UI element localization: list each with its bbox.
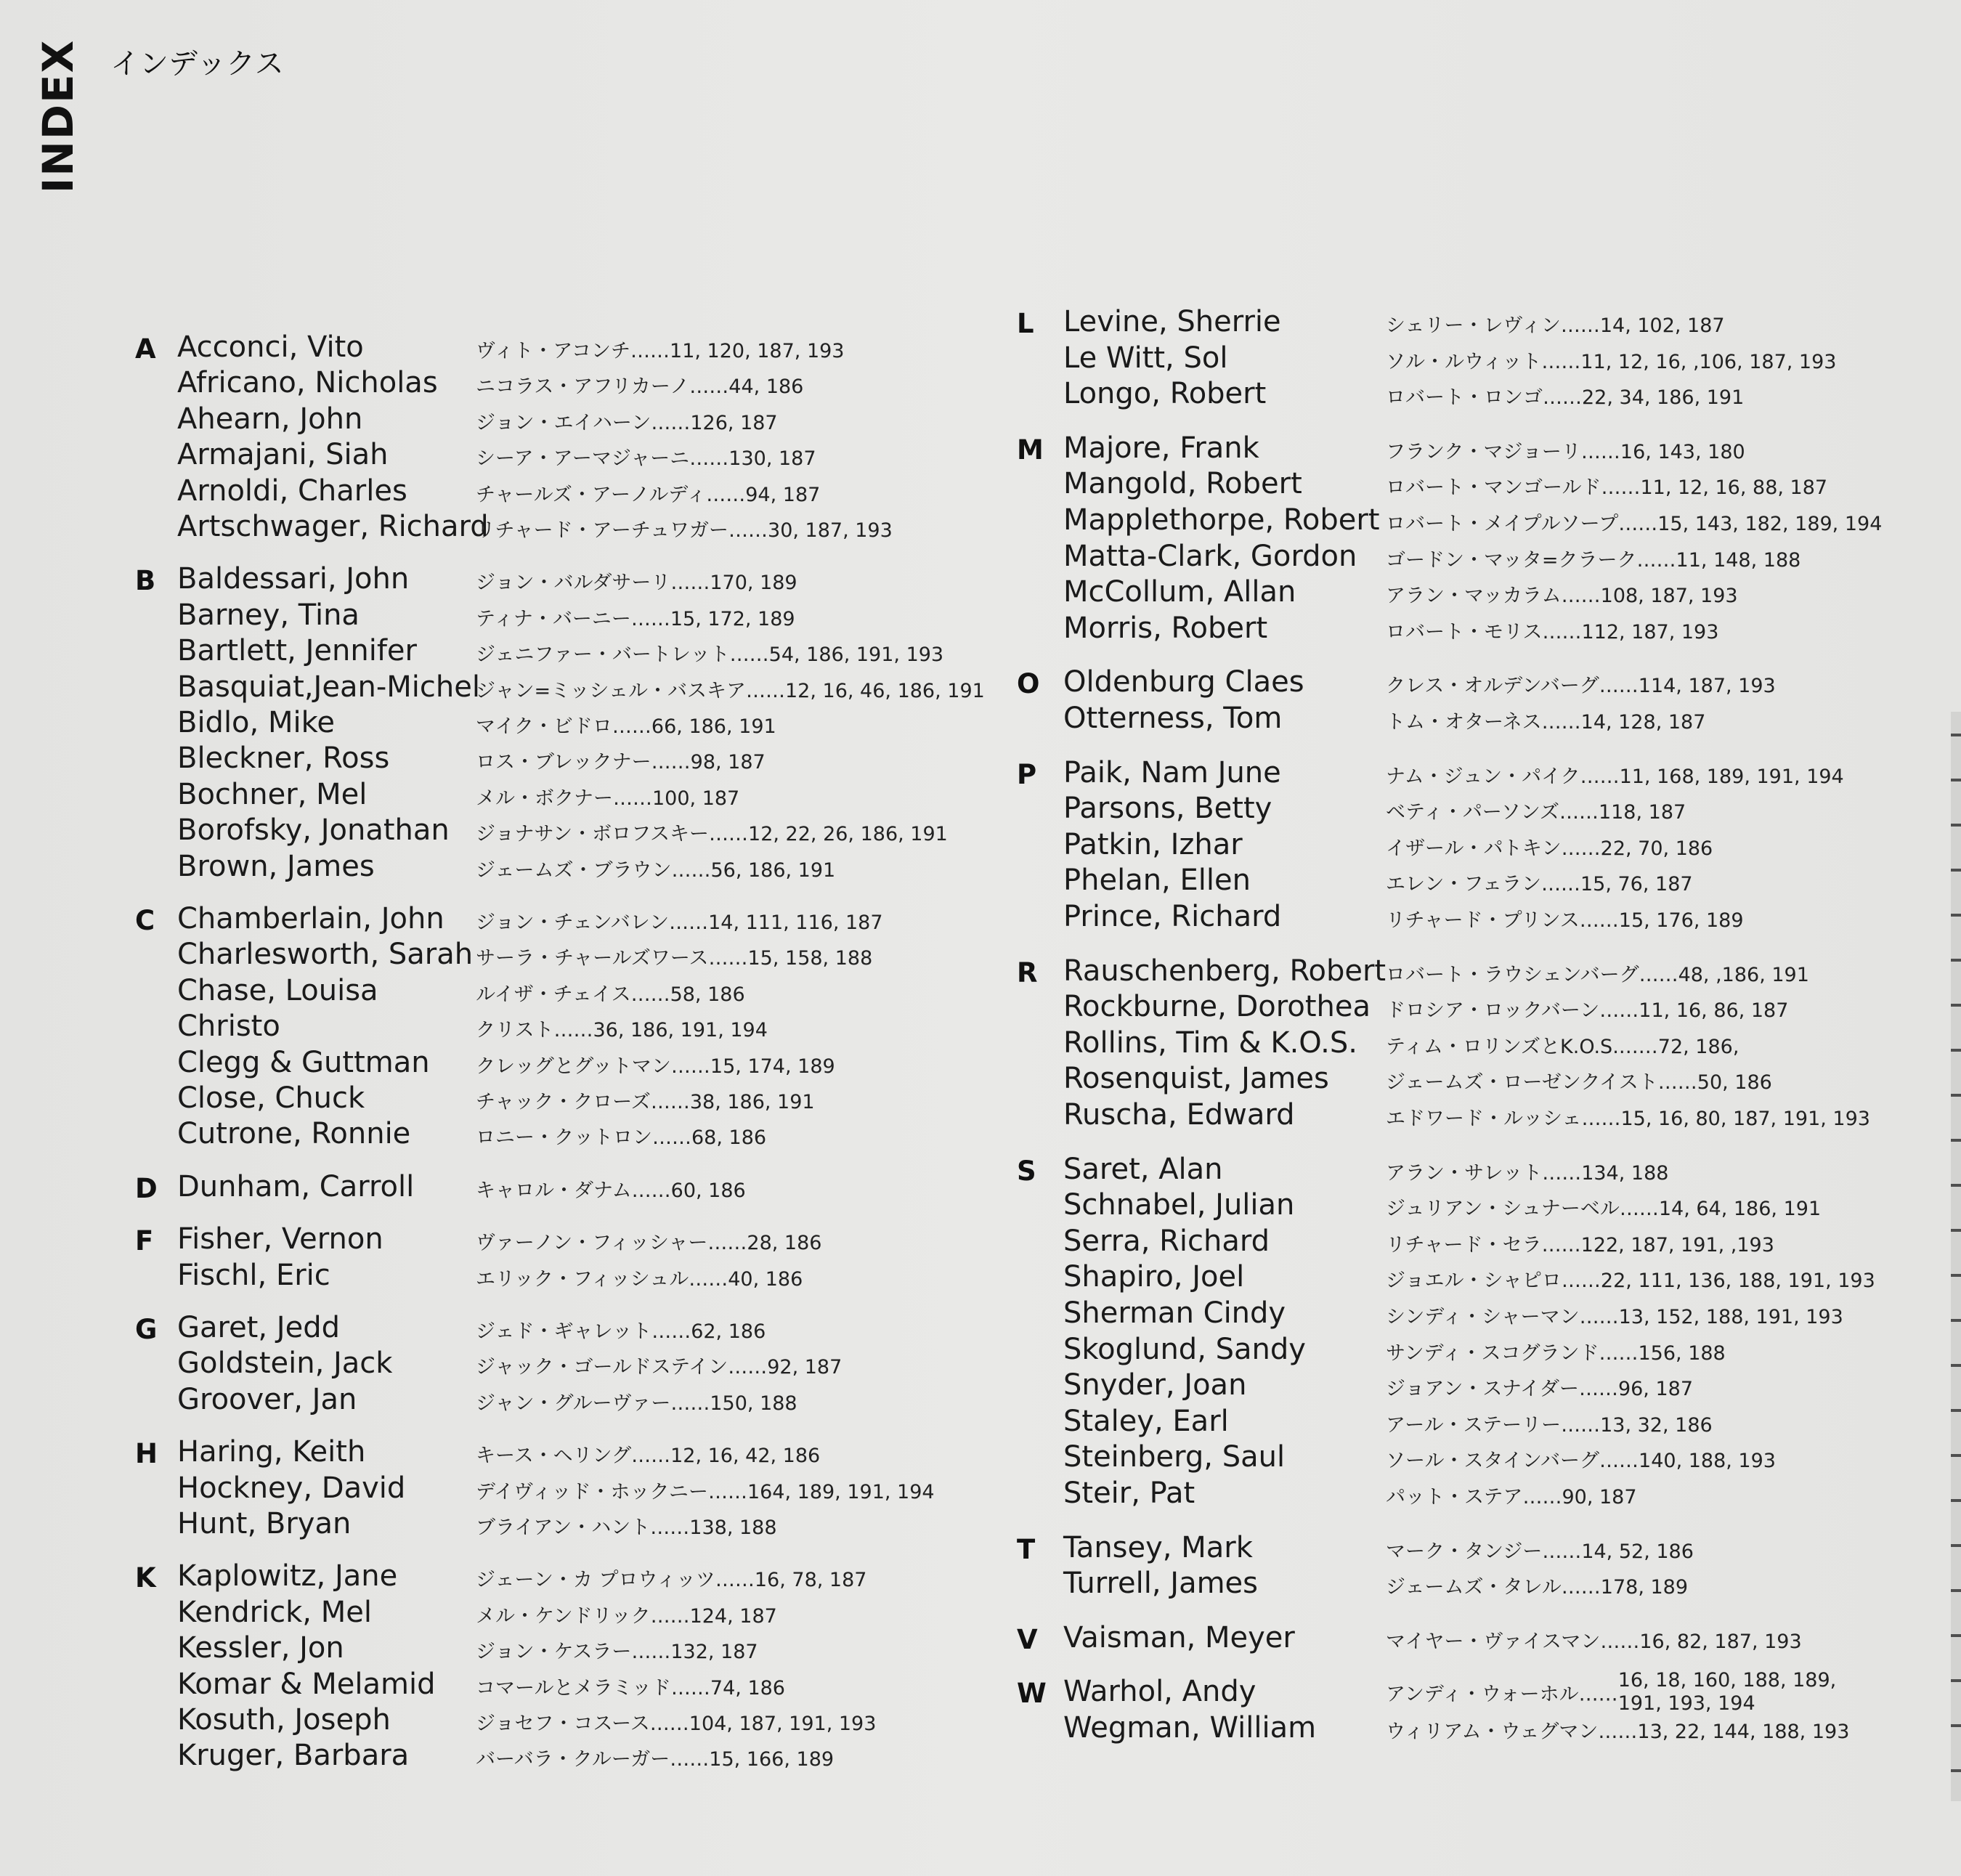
index-entry-pages: メル・ボクナー……100, 187 — [476, 787, 740, 810]
index-letter-k: K — [135, 1562, 156, 1594]
index-letter-v: V — [1017, 1623, 1038, 1655]
index-entry-name: Garet, Jedd — [177, 1311, 340, 1344]
index-entry-pages: マイヤー・ヴァイスマン……16, 82, 187, 193 — [1386, 1630, 1802, 1653]
index-entry-pages: リチャード・プリンス……15, 176, 189 — [1386, 909, 1744, 932]
index-entry-pages: ソル・ルウィット……11, 12, 16, ,106, 187, 193 — [1386, 350, 1837, 373]
index-entry-pages: ジョン・エイハーン……126, 187 — [476, 411, 778, 434]
index-entry-pages: ドロシア・ロックバーン……11, 16, 86, 187 — [1386, 999, 1789, 1023]
index-letter-h: H — [135, 1438, 158, 1470]
index-entry-pages: メル・ケンドリック……124, 187 — [476, 1604, 777, 1628]
index-entry-pages: クレス・オルデンバーグ……114, 187, 193 — [1386, 675, 1776, 698]
index-entry-pages — [1386, 1669, 1836, 1715]
index-entry-name: Matta-Clark, Gordon — [1063, 539, 1357, 573]
index-entry-pages: ジェームズ・ブラウン……56, 186, 191 — [476, 858, 836, 882]
index-entry-name: Tansey, Mark — [1063, 1530, 1253, 1564]
index-entry-name: Africano, Nicholas — [177, 366, 438, 400]
index-entry-pages: エリック・フィッシュル……40, 186 — [476, 1267, 803, 1291]
index-entry-name: Bartlett, Jennifer — [177, 634, 417, 668]
index-entry-name: Parsons, Betty — [1063, 792, 1272, 826]
index-entry-name: McCollum, Allan — [1063, 575, 1296, 609]
index-entry-name: Arnoldi, Charles — [177, 474, 407, 508]
index-entry-name: Christo — [177, 1010, 280, 1044]
index-entry-pages: ジョン・バルダサーリ……170, 189 — [476, 572, 797, 595]
index-entry-pages: ジュリアン・シュナーベル……14, 64, 186, 191 — [1386, 1198, 1822, 1221]
index-entry-name: Vaisman, Meyer — [1063, 1620, 1295, 1654]
index-letter-c: C — [135, 905, 155, 936]
index-vertical-heading — [29, 38, 87, 194]
index-entry-pages: キャロル・ダナム……60, 186 — [476, 1179, 746, 1202]
index-entry-name: Baldessari, John — [177, 562, 410, 596]
index-entry-pages: キース・ヘリング……12, 16, 42, 186 — [476, 1445, 821, 1468]
index-entry-pages: ブライアン・ハント……138, 188 — [476, 1516, 777, 1539]
index-entry-pages: イザール・パトキン……22, 70, 186 — [1386, 837, 1713, 860]
index-entry-name: Bleckner, Ross — [177, 742, 390, 776]
index-entry-pages: パット・ステア……90, 187 — [1386, 1486, 1637, 1508]
index-entry-name: Snyder, Joan — [1063, 1368, 1247, 1402]
index-entry-name: Chase, Louisa — [177, 973, 378, 1007]
index-entry-pages: ジョン・ケスラー……132, 187 — [476, 1641, 758, 1664]
index-entry-name: Oldenburg Claes — [1063, 665, 1304, 699]
index-entry-name: Hockney, David — [177, 1471, 406, 1505]
index-entry-name: Basquiat,Jean-Michel — [177, 670, 480, 704]
index-entry-pages: ロバート・ロンゴ……22, 34, 186, 191 — [1386, 386, 1745, 410]
index-entry-name: Fisher, Vernon — [177, 1222, 383, 1256]
index-entry-pages: チャック・クローズ……38, 186, 191 — [476, 1091, 815, 1113]
index-entry-pages: ロニー・クットロン……68, 186 — [476, 1126, 767, 1150]
index-entry-pages: ロバート・マンゴールド……11, 12, 16, 88, 187 — [1386, 476, 1828, 500]
index-entry-name: Mangold, Robert — [1063, 467, 1302, 501]
index-entry-pages: ジョエル・シャピロ……22, 111, 136, 188, 191, 193 — [1386, 1270, 1875, 1293]
index-entry-pages: シーア・アーマジャーニ……130, 187 — [476, 447, 816, 471]
index-entry-pages: ベティ・パーソンズ……118, 187 — [1386, 801, 1686, 824]
index-entry-pages: ジェームズ・ローゼンクイスト……50, 186 — [1386, 1071, 1772, 1095]
index-entry-name: Serra, Richard — [1063, 1224, 1270, 1258]
index-entry-name: Borofsky, Jonathan — [177, 813, 450, 848]
index-entry-pages: ティナ・バーニー……15, 172, 189 — [476, 607, 795, 630]
index-entry-pages: クレッグとグットマン……15, 174, 189 — [476, 1055, 835, 1078]
index-entry-pages: ルイザ・チェイス……58, 186 — [476, 983, 745, 1006]
index-entry-pages: コマールとメラミッド……74, 186 — [476, 1676, 785, 1700]
index-entry-pages: ジャック・ゴールドステイン……92, 187 — [476, 1356, 843, 1379]
index-entry-name: Brown, James — [177, 849, 375, 883]
index-entry-name: Staley, Earl — [1063, 1404, 1229, 1438]
index-entry-name: Kosuth, Joseph — [177, 1703, 391, 1737]
index-entry-pages: シンディ・シャーマン……13, 152, 188, 191, 193 — [1386, 1306, 1843, 1328]
binding-edge — [1951, 712, 1961, 1801]
index-entry-pages: フランク・マジョーリ……16, 143, 180 — [1386, 440, 1745, 463]
index-entry-name: Patkin, Izhar — [1063, 827, 1243, 861]
index-entry-name: Saret, Alan — [1063, 1152, 1223, 1186]
index-letter-o: O — [1017, 668, 1040, 700]
index-entry-name: Ruscha, Edward — [1063, 1098, 1295, 1132]
index-entry-name: Schnabel, Julian — [1063, 1188, 1295, 1222]
index-entry-name: Prince, Richard — [1063, 900, 1282, 933]
index-entry-pages-line2: 191, 193, 194 — [1617, 1692, 1755, 1715]
index-entry-name: Acconci, Vito — [177, 330, 364, 364]
index-entry-name: Barney, Tina — [177, 598, 360, 632]
index-entry-name: Turrell, James — [1063, 1567, 1259, 1601]
index-entry-name: Wegman, William — [1063, 1711, 1317, 1745]
index-entry-name: Steinberg, Saul — [1063, 1440, 1286, 1474]
index-entry-name: Fischl, Eric — [177, 1258, 330, 1292]
index-entry-name: Sherman Cindy — [1063, 1296, 1286, 1330]
index-entry-name: Bidlo, Mike — [177, 706, 335, 739]
index-entry-name: Kessler, Jon — [177, 1631, 344, 1665]
index-entry-name: Otterness, Tom — [1063, 702, 1283, 735]
index-entry-pages: ヴィト・アコンチ……11, 120, 187, 193 — [476, 340, 845, 362]
index-entry-name: Bochner, Mel — [177, 777, 368, 811]
index-entry-pages: ニコラス・アフリカーノ……44, 186 — [476, 375, 804, 399]
index-entry-pages: ロバート・モリス……112, 187, 193 — [1386, 620, 1719, 643]
index-entry-pages: デイヴィッド・ホックニー……164, 189, 191, 194 — [476, 1480, 935, 1503]
index-entry-name: Cutrone, Ronnie — [177, 1117, 411, 1151]
index-entry-pages: ジェニファー・バートレット……54, 186, 191, 193 — [476, 643, 944, 667]
index-letter-s: S — [1017, 1155, 1036, 1187]
index-entry-name: Artschwager, Richard — [177, 510, 489, 543]
index-entry-name: Le Witt, Sol — [1063, 341, 1228, 375]
index-letter-f: F — [135, 1225, 154, 1257]
index-entry-pages: ジェーン・カ プロウィッツ……16, 78, 187 — [476, 1569, 867, 1592]
index-entry-pages: リチャード・セラ……122, 187, 191, ,193 — [1386, 1233, 1774, 1256]
index-entry-pages: チャールズ・アーノルディ……94, 187 — [476, 483, 821, 506]
index-entry-pages: サンディ・スコグランド……156, 188 — [1386, 1341, 1726, 1365]
index-entry-pages: ゴードン・マッタ=クラーク……11, 148, 188 — [1386, 548, 1801, 572]
index-entry-pages: エドワード・ルッシェ……15, 16, 80, 187, 191, 193 — [1386, 1108, 1870, 1130]
index-entry-name: Shapiro, Joel — [1063, 1260, 1245, 1294]
index-entry-pages: エレン・フェラン……15, 76, 187 — [1386, 873, 1693, 896]
index-entry-name: Rauschenberg, Robert — [1063, 954, 1386, 988]
index-entry-pages: ジョナサン・ボロフスキー……12, 22, 26, 186, 191 — [476, 823, 948, 846]
index-entry-pages: マーク・タンジー……14, 52, 186 — [1386, 1540, 1694, 1563]
index-entry-name: Komar & Melamid — [177, 1667, 436, 1701]
index-title-jp: インデックス — [110, 47, 284, 81]
index-entry-pages: ジェド・ギャレット……62, 186 — [476, 1320, 766, 1343]
index-entry-pages: バーバラ・クルーガー……15, 166, 189 — [476, 1748, 835, 1771]
index-entry-name: Chamberlain, John — [177, 902, 444, 935]
index-entry-name: Phelan, Ellen — [1063, 864, 1251, 898]
index-entry-pages: ジャン・グルーヴァー……150, 188 — [476, 1392, 797, 1415]
index-entry-pages: アラン・マッカラム……108, 187, 193 — [1386, 585, 1738, 608]
index-entry-pages-line1: 16, 18, 160, 188, 189, — [1617, 1669, 1837, 1692]
index-entry-name: Rockburne, Dorothea — [1063, 990, 1371, 1024]
index-entry-name: Dunham, Carroll — [177, 1169, 415, 1203]
index-entry-pages: ティム・ロリンズとK.O.S.……72, 186, — [1386, 1035, 1739, 1058]
index-entry-pages: ロバート・ラウシェンバーグ……48, ,186, 191 — [1386, 963, 1809, 986]
index-entry-name: Armajani, Siah — [177, 438, 389, 472]
index-entry-name: Morris, Robert — [1063, 611, 1268, 645]
index-entry-pages: アラン・サレット……134, 188 — [1386, 1161, 1669, 1185]
index-entry-pages: ヴァーノン・フィッシャー……28, 186 — [476, 1232, 822, 1255]
index-entry-name: Rosenquist, James — [1063, 1062, 1329, 1096]
index-entry-name: Majore, Frank — [1063, 431, 1259, 465]
index-entry-pages: ロス・ブレックナー……98, 187 — [476, 751, 766, 774]
index-letter-d: D — [135, 1172, 158, 1204]
index-entry-pages: シェリー・レヴィン……14, 102, 187 — [1386, 314, 1725, 337]
index-label: INDEX — [33, 38, 83, 194]
index-entry-pages: クリスト……36, 186, 191, 194 — [476, 1019, 768, 1042]
index-entry-pages: ジョアン・スナイダー……96, 187 — [1386, 1378, 1694, 1401]
index-entry-name: Charlesworth, Sarah — [177, 938, 474, 972]
index-entry-name: Clegg & Guttman — [177, 1045, 430, 1079]
index-entry-name: Warhol, Andy — [1063, 1675, 1256, 1709]
index-entry-pages-label: アンディ・ウォーホル…… — [1386, 1683, 1618, 1706]
index-entry-name: Goldstein, Jack — [177, 1347, 393, 1381]
index-letter-b: B — [135, 565, 156, 597]
index-letter-m: M — [1017, 434, 1044, 466]
index-letter-p: P — [1017, 758, 1037, 790]
index-letter-w: W — [1017, 1678, 1047, 1710]
index-entry-pages: ウィリアム・ウェグマン……13, 22, 144, 188, 193 — [1386, 1721, 1850, 1743]
index-entry-name: Ahearn, John — [177, 402, 363, 436]
index-entry-pages: ロバート・メイプルソープ……15, 143, 182, 189, 194 — [1386, 513, 1883, 535]
index-entry-name: Kruger, Barbara — [177, 1739, 410, 1773]
index-entry-pages: トム・オターネス……14, 128, 187 — [1386, 711, 1706, 734]
index-entry-name: Hunt, Bryan — [177, 1507, 352, 1540]
index-entry-pages: リチャード・アーチュワガー……30, 187, 193 — [476, 519, 893, 542]
index-entry-name: Kaplowitz, Jane — [177, 1559, 398, 1593]
index-entry-name: Close, Chuck — [177, 1081, 365, 1115]
index-entry-pages: ジョセフ・コスース……104, 187, 191, 193 — [476, 1713, 877, 1735]
index-entry-pages: ソール・スタインバーグ……140, 188, 193 — [1386, 1450, 1776, 1473]
index-entry-pages: マイク・ビドロ……66, 186, 191 — [476, 715, 776, 738]
index-entry-pages: サーラ・チャールズワース……15, 158, 188 — [476, 947, 873, 970]
index-entry-name: Skoglund, Sandy — [1063, 1332, 1306, 1366]
index-entry-name: Rollins, Tim & K.O.S. — [1063, 1026, 1357, 1060]
index-entry-name: Longo, Robert — [1063, 377, 1267, 411]
index-letter-t: T — [1017, 1533, 1036, 1565]
index-entry-name: Mapplethorpe, Robert — [1063, 503, 1380, 537]
index-entry-name: Levine, Sherrie — [1063, 305, 1281, 338]
index-entry-pages: ジェームズ・タレル……178, 189 — [1386, 1576, 1689, 1599]
index-letter-r: R — [1017, 957, 1038, 988]
index-letter-g: G — [135, 1314, 158, 1345]
index-entry-pages: ジョン・チェンバレン……14, 111, 116, 187 — [476, 911, 883, 934]
index-entry-name: Kendrick, Mel — [177, 1595, 372, 1629]
index-entry-name: Haring, Keith — [177, 1435, 366, 1469]
index-entry-pages: アール・ステーリー……13, 32, 186 — [1386, 1413, 1713, 1437]
index-entry-name: Paik, Nam June — [1063, 755, 1281, 789]
index-entry-pages: ジャン=ミッシェル・バスキア……12, 16, 46, 186, 191 — [476, 679, 985, 702]
index-entry-name: Steir, Pat — [1063, 1477, 1195, 1510]
index-entry-pages: ナム・ジュン・パイク……11, 168, 189, 191, 194 — [1386, 765, 1844, 788]
index-letter-l: L — [1017, 308, 1034, 339]
index-entry-name: Groover, Jan — [177, 1382, 357, 1416]
index-letter-a: A — [135, 333, 156, 365]
